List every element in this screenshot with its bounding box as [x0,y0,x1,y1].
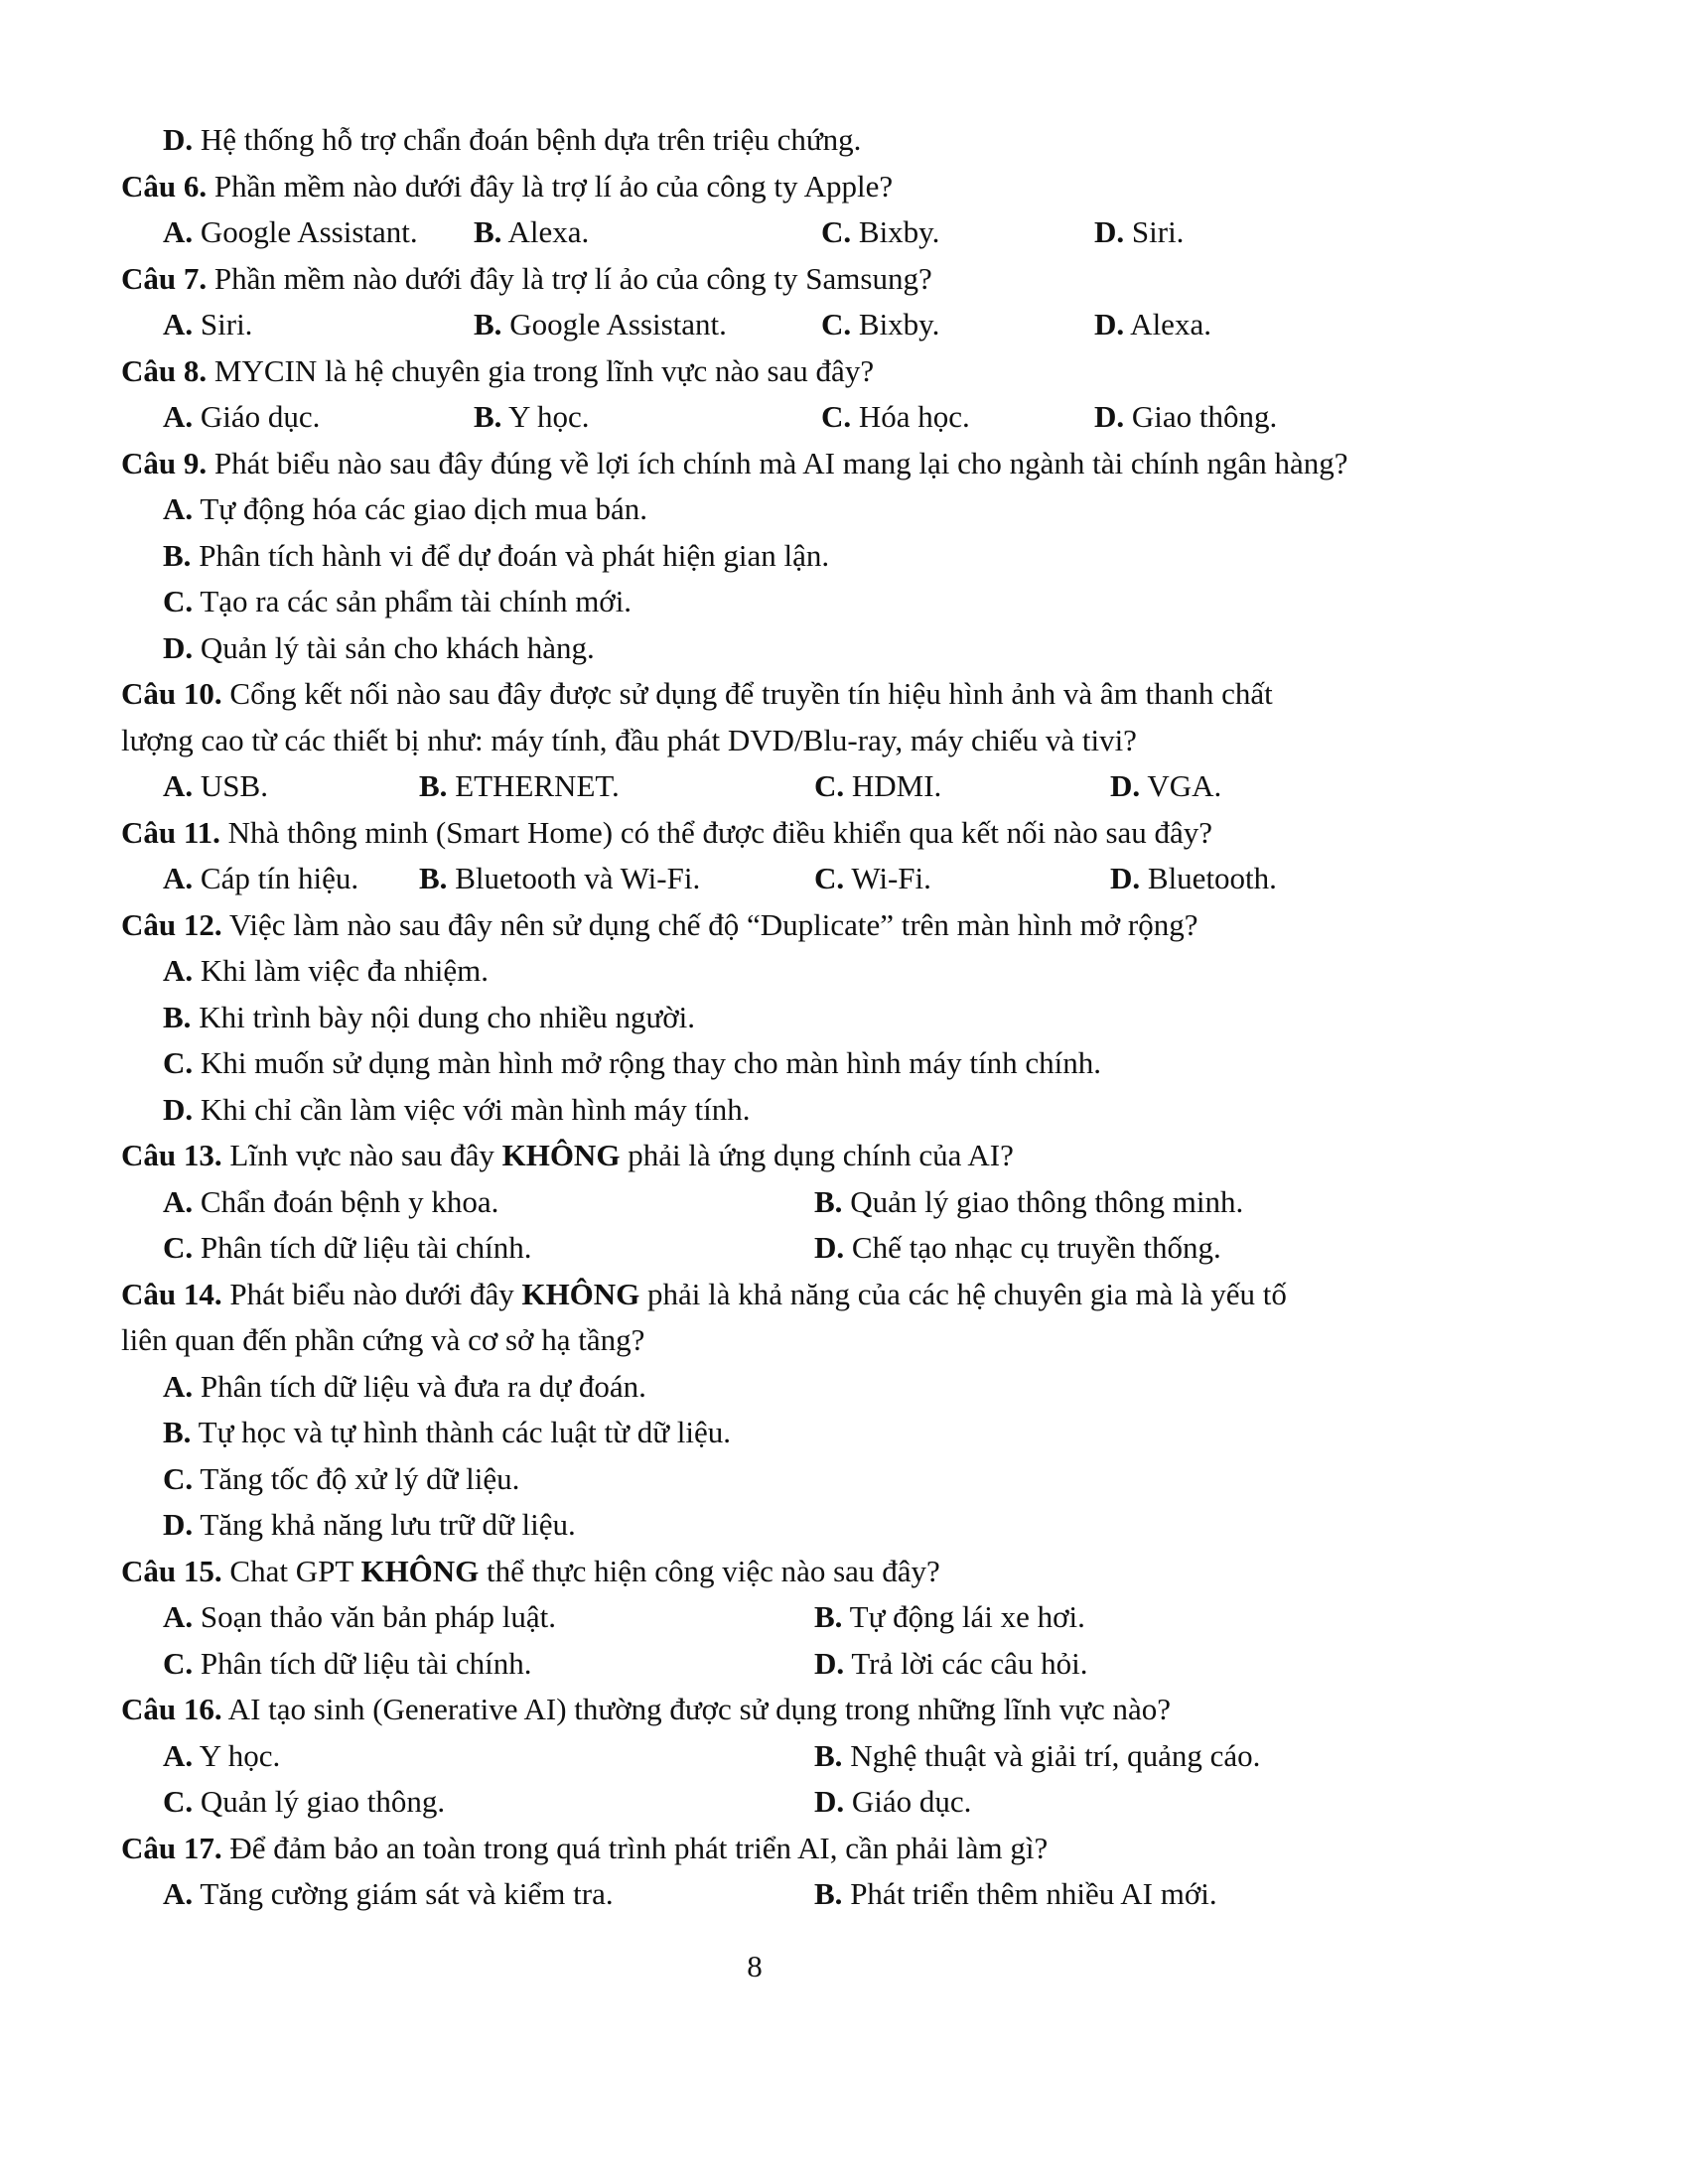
question-16-options-row-2 [121,1779,1412,1826]
question-14-continued: liên quan đến phần cứng và cơ sở hạ tầng? [121,1322,645,1357]
question-6: Câu 6. Phần mềm nào dưới đây là trợ lí ảo của công ty Apple? [121,168,894,204]
option-c: C. Hóa học. [821,399,970,434]
option-c: C. Khi muốn sử dụng màn hình mở rộng thay cho màn hình máy tính chính. [163,1045,1102,1080]
question-11-options [121,856,1412,902]
option-d: D. Tăng khả năng lưu trữ dữ liệu. [163,1507,576,1542]
option-b: B. Google Assistant. [474,307,727,341]
option-a: A. Google Assistant. [163,214,418,249]
page-number: 8 [747,1949,763,1983]
option-d: D. Trả lời các câu hỏi. [814,1645,1088,1681]
option-d: D. Alexa. [1094,307,1211,341]
option-a: A. Cáp tín hiệu. [163,861,359,895]
option-d: D. Giao thông. [1094,399,1278,434]
question-7: Câu 7. Phần mềm nào dưới đây là trợ lí ảo của công ty Samsung? [121,260,932,296]
option-c: C. Tạo ra các sản phẩm tài chính mới. [163,584,633,618]
option-d: D. Chế tạo nhạc cụ truyền thống. [814,1230,1221,1265]
option-b: B. Tự động lái xe hơi. [814,1599,1085,1634]
option-a: A. USB. [163,768,268,803]
question-8: Câu 8. MYCIN là hệ chuyên gia trong lĩnh vực nào sau đây? [121,352,875,388]
option-b: B. Quản lý giao thông thông minh. [814,1183,1244,1219]
option-c: C. Bixby. [821,307,940,341]
question-11: Câu 11. Nhà thông minh (Smart Home) có thể được điều khiển qua kết nối nào sau đây? [121,814,1213,850]
question-15: Câu 15. Chat GPT KHÔNG thể thực hiện công việc nào sau đây? [121,1553,940,1588]
question-7-options [121,302,1412,348]
option-d: D. VGA. [1110,768,1222,803]
question-15-options-row-1 [121,1594,1412,1641]
question-13-options-row-1 [121,1179,1412,1226]
option-d-q5: D. Hệ thống hỗ trợ chẩn đoán bệnh dựa trên triệu chứng. [163,122,862,157]
question-10-continued: lượng cao từ các thiết bị như: máy tính, đầu phát DVD/Blu-ray, máy chiếu và tivi? [121,722,1137,757]
question-13-options-row-2 [121,1225,1412,1272]
option-a: A. Tăng cường giám sát và kiểm tra. [163,1876,614,1911]
option-b: B. Bluetooth và Wi-Fi. [419,861,701,895]
option-d: D. Bluetooth. [1110,861,1277,895]
question-14: Câu 14. Phát biểu nào dưới đây KHÔNG phải là khả năng của các hệ chuyên gia mà là yếu tố [121,1276,1287,1311]
option-a: A. Y học. [163,1737,281,1773]
option-b: B. Tự học và tự hình thành các luật từ dữ liệu. [163,1415,731,1449]
question-17: Câu 17. Để đảm bảo an toàn trong quá trình phát triển AI, cần phải làm gì? [121,1830,1049,1865]
option-a: A. Siri. [163,307,253,341]
option-b: B. Khi trình bày nội dung cho nhiều người. [163,999,696,1034]
question-6-options [121,209,1412,256]
option-b: B. Alexa. [474,214,590,249]
option-b: B. Y học. [474,399,590,434]
option-c: C. Phân tích dữ liệu tài chính. [163,1230,532,1265]
option-a: A. Chẩn đoán bệnh y khoa. [163,1183,499,1219]
option-c: C. Bixby. [821,214,940,249]
exam-page-content [121,117,1412,1918]
option-a: A. Khi làm việc đa nhiệm. [163,953,490,988]
option-c: C. Quản lý giao thông. [163,1784,446,1819]
option-a: A. Giáo dục. [163,399,321,434]
option-c: C. Phân tích dữ liệu tài chính. [163,1645,532,1681]
option-c: C. HDMI. [814,768,942,803]
option-b: B. Phân tích hành vi để dự đoán và phát hiện gian lận. [163,537,830,573]
question-16-options-row-1 [121,1733,1412,1780]
question-17-options-row-1 [121,1871,1412,1918]
question-8-options [121,394,1412,441]
question-13: Câu 13. Lĩnh vực nào sau đây KHÔNG phải là ứng dụng chính của AI? [121,1138,1014,1172]
option-b: B. ETHERNET. [419,768,620,803]
option-d: D. Khi chỉ cần làm việc với màn hình máy tính. [163,1091,751,1127]
option-d: D. Siri. [1094,214,1185,249]
option-d: D. Giáo dục. [814,1784,972,1819]
question-12: Câu 12. Việc làm nào sau đây nên sử dụng chế độ “Duplicate” trên màn hình mở rộng? [121,906,1198,942]
option-a: A. Soạn thảo văn bản pháp luật. [163,1599,557,1634]
option-d: D. Quản lý tài sản cho khách hàng. [163,629,595,665]
question-16: Câu 16. AI tạo sinh (Generative AI) thường được sử dụng trong những lĩnh vực nào? [121,1692,1171,1726]
question-15-options-row-2 [121,1641,1412,1688]
option-c: C. Tăng tốc độ xử lý dữ liệu. [163,1460,520,1496]
question-9: Câu 9. Phát biểu nào sau đây đúng về lợi ích chính mà AI mang lại cho ngành tài chính ngân hàng? [121,445,1348,480]
option-a: A. Phân tích dữ liệu và đưa ra dự đoán. [163,1368,646,1404]
question-10-options [121,763,1412,810]
option-c: C. Wi-Fi. [814,861,931,895]
option-b: B. Phát triển thêm nhiều AI mới. [814,1876,1217,1911]
question-10: Câu 10. Cổng kết nối nào sau đây được sử dụng để truyền tín hiệu hình ảnh và âm thanh chất [121,676,1273,711]
option-a: A. Tự động hóa các giao dịch mua bán. [163,491,647,526]
option-b: B. Nghệ thuật và giải trí, quảng cáo. [814,1737,1261,1773]
